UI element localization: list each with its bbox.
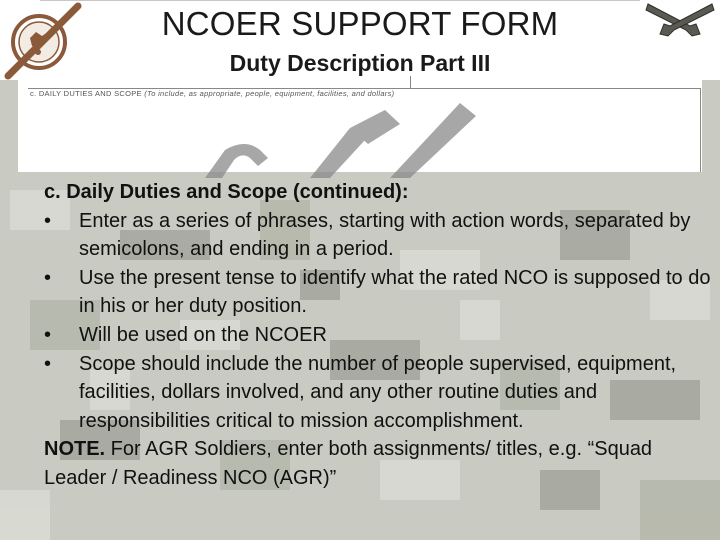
bullet-item — [44, 321, 714, 350]
form-rule-right — [700, 88, 701, 172]
header-divider — [40, 0, 640, 1]
draft-watermark — [200, 88, 520, 178]
page-title: NCOER SUPPORT FORM — [161, 5, 559, 42]
bullet-marker: • — [44, 266, 52, 289]
note — [44, 435, 714, 492]
crossed-pistols-icon — [640, 0, 720, 40]
form-label-hint: (To include, as appropriate, people, equipment, facilities, and dollars) — [144, 89, 395, 98]
bullet-text: Use the present tense to identify what the rated NCO is supposed to do in his or her duty position. — [79, 266, 711, 318]
content-body — [44, 178, 714, 493]
bullet-marker: • — [44, 352, 52, 375]
bullet-text: Scope should include the number of people supervised, equipment, facilities, dollars involved, and any other routine duties and responsibilities critical to mission accomplishment. — [79, 352, 677, 432]
bullet-item — [44, 264, 714, 321]
form-label-main: c. DAILY DUTIES AND SCOPE — [30, 89, 142, 98]
section-heading: c. Daily Duties and Scope (continued): — [44, 181, 409, 203]
bullet-item — [44, 350, 714, 436]
form-tick — [410, 76, 411, 88]
bullet-item — [44, 207, 714, 264]
bullet-marker: • — [44, 209, 52, 232]
note-label: NOTE. — [44, 438, 106, 461]
branch-insignia-icon — [2, 2, 82, 82]
note-text: For AGR Soldiers, enter both assignments/ titles, e.g. “Squad Leader / Readiness NCO (AGR)” — [44, 438, 653, 489]
bullet-marker: • — [44, 323, 52, 346]
bullet-text: Will be used on the NCOER — [79, 323, 327, 346]
page-subtitle: Duty Description Part III — [229, 50, 491, 76]
bullet-text: Enter as a series of phrases, starting with action words, separated by semicolons, and ending in a period. — [79, 209, 691, 261]
